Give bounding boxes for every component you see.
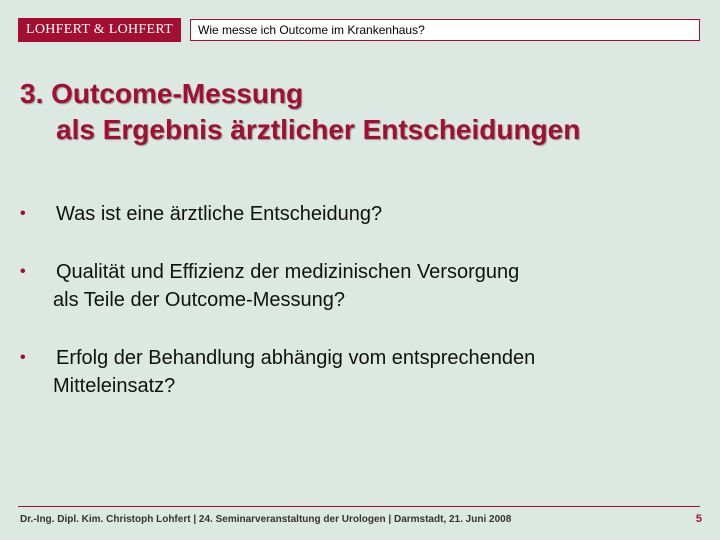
bullet-item	[20, 200, 700, 228]
bullet-text-continuation: Mitteleinsatz?	[53, 375, 176, 397]
presentation-topic	[190, 19, 700, 41]
slide-title	[20, 76, 710, 148]
bullet-text-continuation: als Teile der Outcome-Messung?	[53, 289, 345, 311]
bullet-item	[20, 258, 700, 314]
slide-title-line-1: 3. Outcome-Messung	[20, 78, 304, 109]
bullet-icon: •	[20, 263, 26, 280]
presentation-topic-text: Wie messe ich Outcome im Krankenhaus?	[198, 23, 425, 37]
bullet-icon: •	[20, 349, 26, 366]
bullet-item	[20, 344, 700, 400]
bullet-text: Was ist eine ärztliche Entscheidung?	[56, 203, 383, 225]
footer-divider	[18, 506, 700, 507]
bullet-text: Qualität und Effizienz der medizinischen Versorgung	[56, 261, 520, 283]
bullet-text: Erfolg der Behandlung abhängig vom entsprechenden	[56, 347, 536, 369]
bullet-icon: •	[20, 205, 26, 222]
footer-credits: Dr.-Ing. Dipl. Kim. Christoph Lohfert | 24. Seminarveranstaltung der Urologen | Darmstadt, 21. Juni 2008	[20, 514, 512, 525]
slide-title-line-2: als Ergebnis ärztlicher Entscheidungen	[56, 114, 581, 145]
company-logo: LOHFERT & LOHFERT	[18, 18, 181, 42]
page-number: 5	[695, 513, 702, 525]
